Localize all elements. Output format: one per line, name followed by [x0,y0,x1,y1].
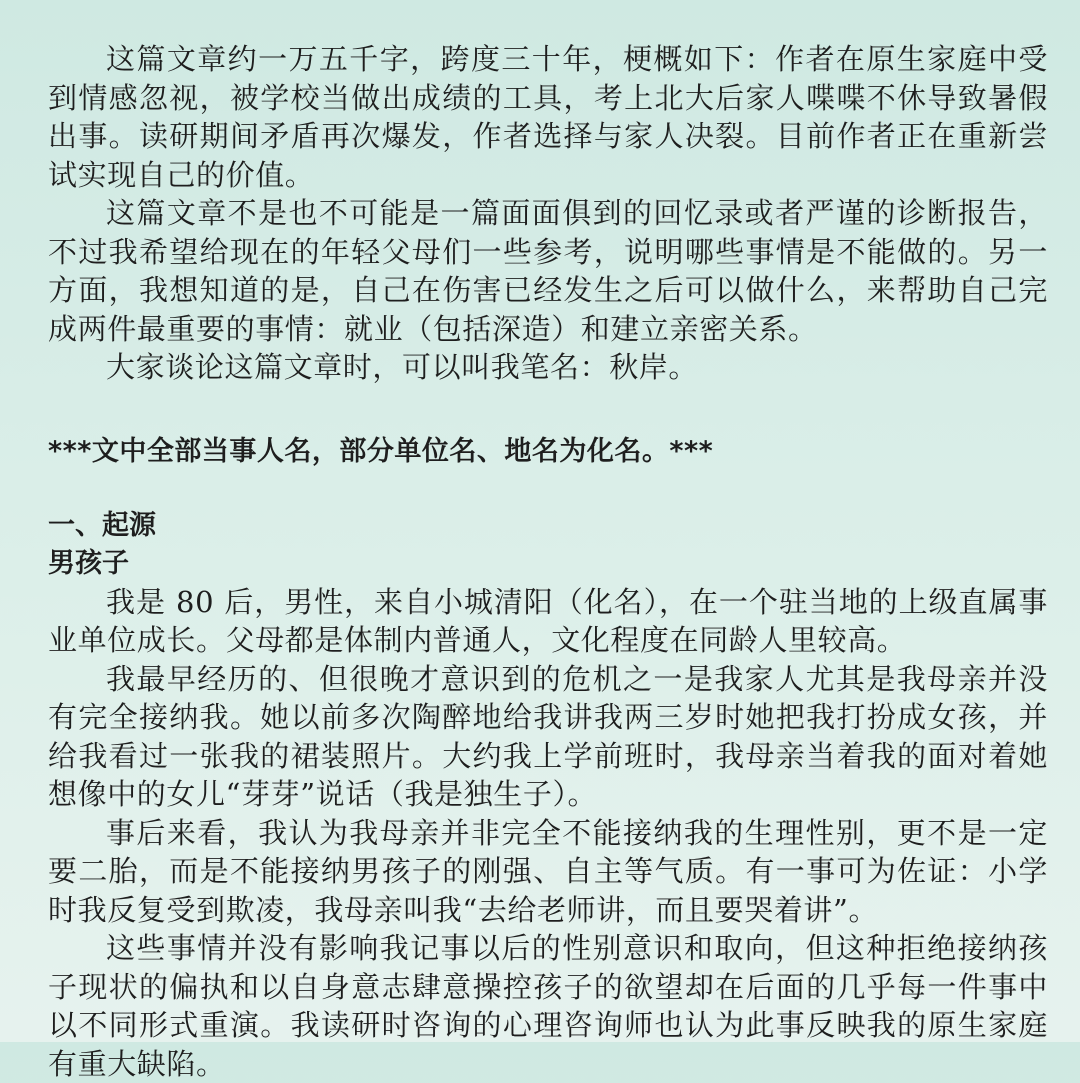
pseudonym-note: ***文中全部当事人名，部分单位名、地名为化名。*** [48,435,714,467]
document-page [48,40,1048,1083]
body-paragraph-crisis: 我最早经历的、但很晚才意识到的危机之一是我家人尤其是我母亲并没有完全接纳我。她以前多次陶醉地给我讲我两三岁时她把我打扮成女孩，并给我看过一张我的裙装照片。大约我上学前班时，我母亲当着我的面对着她想像中的女儿“芽芽”说话（我是独生子）。 [48,661,1048,811]
intro-paragraph-summary: 这篇文章约一万五千字，跨度三十年，梗概如下：作者在原生家庭中受到情感忽视，被学校当做出成绩的工具，考上北大后家人喋喋不休导致暑假出事。读研期间矛盾再次爆发，作者选择与家人决裂。目前作者正在重新尝试实现自己的价值。 [48,42,1048,192]
intro-paragraph-pen-name: 大家谈论这篇文章时，可以叫我笔名：秋岸。 [106,350,699,384]
section-heading: 一、起源 [48,509,156,541]
body-paragraph-impact: 这些事情并没有影响我记事以后的性别意识和取向，但这种拒绝接纳孩子现状的偏执和以自身意志肆意操控孩子的欲望却在后面的几乎每一件事中 以不同形式重演。我读研时咨询的心理咨询师也认为此事反映我的原生家庭有重大缺陷。 [48,931,1048,1081]
body-paragraph-background: 我是 80 后，男性，来自小城清阳（化名），在一个驻当地的上级直属事业单位成长。父母都是体制内普通人，文化程度在同龄人里较高。 [48,584,1048,657]
section-subheading: 男孩子 [48,547,129,579]
body-paragraph-analysis: 事后来看，我认为我母亲并非完全不能接纳我的生理性别，更不是一定要二胎，而是不能接纳男孩子的刚强、自主等气质。有一事可为佐证：小学时我反复受到欺凌，我母亲叫我“去给老师讲，而且要哭着讲”。 [48,815,1048,927]
intro-paragraph-purpose: 这篇文章不是也不可能是一篇面面俱到的回忆录或者严谨的诊断报告，不过我希望给现在的年轻父母们一些参考，说明哪些事情是不能做的。另一方面，我想知道的是，自己在伤害已经发生之后可以做什么，来帮助自己完成两件最重要的事情：就业（包括深造）和建立亲密关系。 [48,196,1048,346]
